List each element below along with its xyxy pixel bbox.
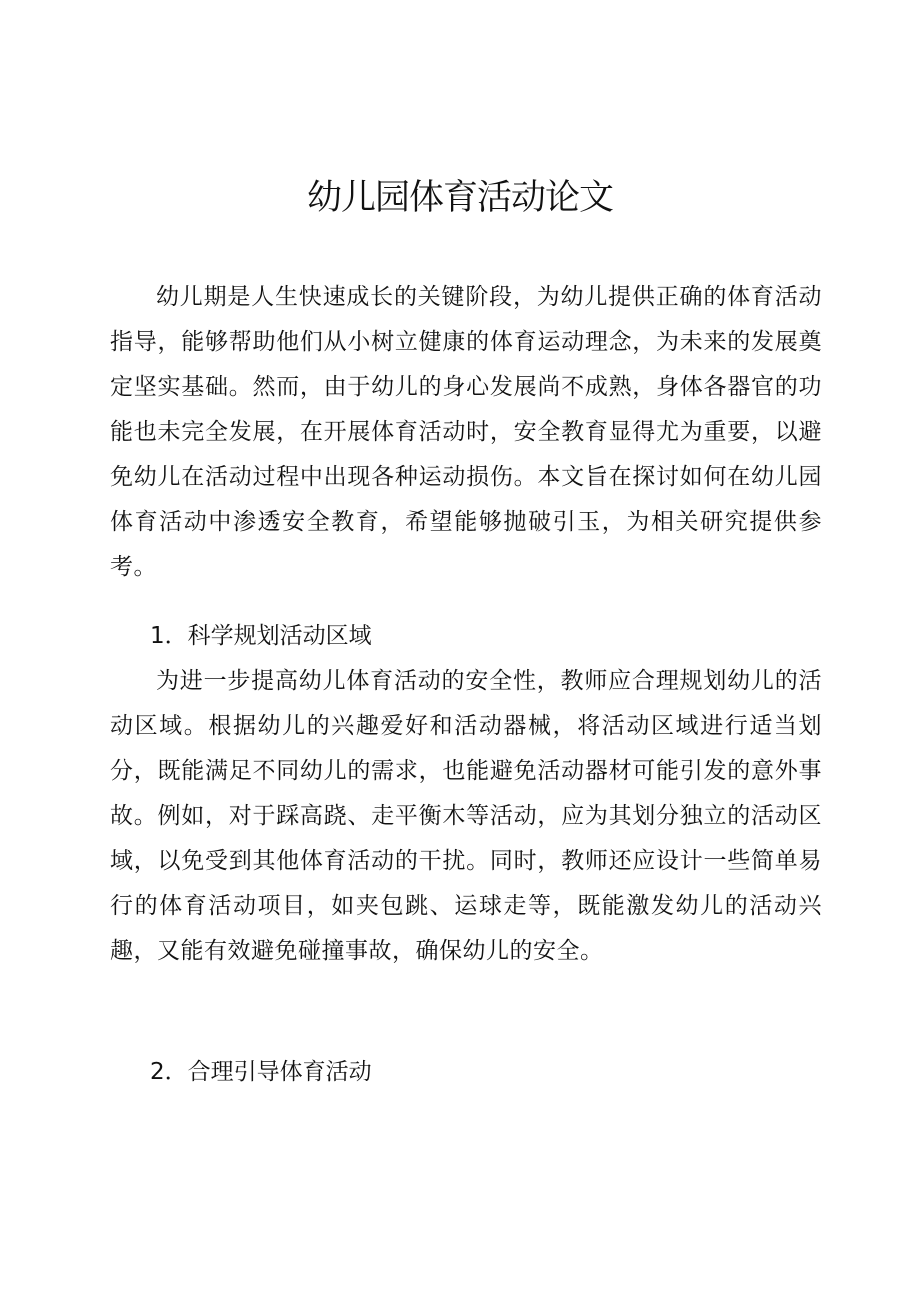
document-title: 幼儿园体育活动论文 [306, 178, 613, 218]
intro-paragraph: 幼儿期是人生快速成长的关键阶段，为幼儿提供正确的体育活动指导，能够帮助他们从小树立健康的体育运动理念，为未来的发展奠定坚实基础。然而，由于幼儿的身心发展尚不成熟，身体各器官的功能也未完全发展，在开展体育活动时，安全教育显得尤为重要，以避免幼儿在活动过程中出现各种运动损伤。本文旨在探讨如何在幼儿园体育活动中渗透安全教育，希望能够抛破引玉，为相关研究提供参考。 [110, 284, 822, 580]
section-1-paragraph: 为进一步提高幼儿体育活动的安全性，教师应合理规划幼儿的活动区域。根据幼儿的兴趣爱好和活动器械，将活动区域进行适当划分，既能满足不同幼儿的需求，也能避免活动器材可能引发的意外事故。例如，对于踩高跷、走平衡木等活动，应为其划分独立的活动区域，以免受到其他体育活动的干扰。同时，教师还应设计一些简单易行的体育活动项目，如夹包跳、运球走等，既能激发幼儿的活动兴趣，又能有效避免碰撞事故，确保幼儿的安全。 [110, 668, 822, 964]
section-1-heading: 1．科学规划活动区域 [150, 623, 372, 649]
section-2-heading: 2．合理引导体育活动 [150, 1059, 372, 1085]
